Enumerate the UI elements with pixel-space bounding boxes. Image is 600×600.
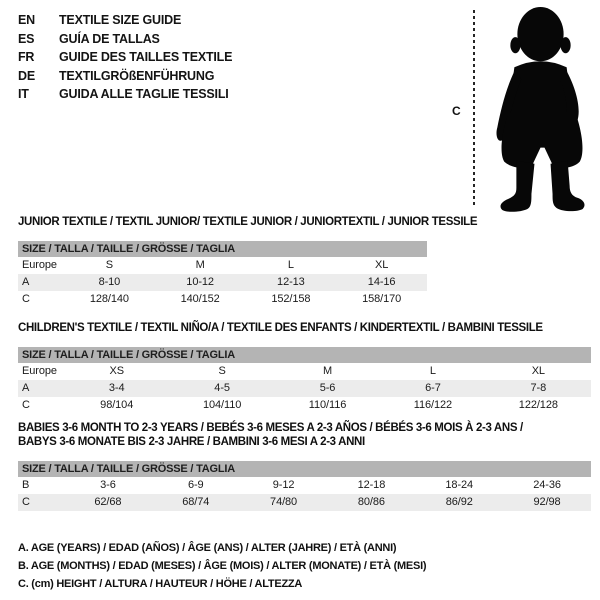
lang-title: TEXTILGRÖßENFÜHRUNG [59,68,215,83]
table-cell: 9-12 [272,479,295,491]
table-cell: 62/68 [94,496,122,508]
table-cell: 14-16 [367,276,396,288]
legend-item-b: B. AGE (MONTHS) / EDAD (MESES) / ÂGE (MOIS) / ALTER (MONATE) / ETÀ (MESI) [18,560,427,572]
lang-code: DE [18,68,35,83]
table-row [18,397,591,414]
language-title-block [18,11,232,104]
table-cell: L [429,365,436,377]
table-cell: 3-4 [108,382,125,394]
table-cell: 140/152 [180,293,220,305]
row-label: Europe [22,259,57,271]
table-row [18,477,591,494]
table-row [18,380,591,397]
table-cell: 158/170 [362,293,402,305]
table-row [18,494,591,511]
table-cell: 7-8 [530,382,547,394]
table-cell: 152/158 [271,293,311,305]
table-row [18,363,591,380]
table-cell: L [287,259,294,271]
table-header-bar: SIZE / TALLA / TAILLE / GRÖSSE / TAGLIA [18,347,591,363]
table-cell: 4-5 [214,382,230,394]
table-cell: 116/122 [413,399,453,411]
legend [18,539,426,593]
table-cell: 110/116 [308,399,347,411]
lang-title: GUÍA DE TALLAS [59,31,160,46]
table-cell: M [322,365,333,377]
table-cell: XS [109,365,124,377]
row-label: B [22,479,30,491]
table-cell: XL [531,365,545,377]
height-figure [448,4,600,216]
row-label: C [22,399,30,411]
table-cell: 92/98 [533,496,561,508]
lang-title: TEXTILE SIZE GUIDE [59,13,182,27]
children-size-table [18,321,591,414]
table-cell: 5-6 [319,382,336,394]
table-cell: 10-12 [186,276,214,288]
table-row [18,291,427,308]
table-cell: 3-6 [100,479,116,491]
table-cell: 122/128 [518,399,558,411]
babies-size-table [18,421,591,511]
lang-row-de [18,67,232,86]
height-marker-label: C [452,104,461,118]
legend-item-c: C. (cm) HEIGHT / ALTURA / HAUTEUR / HÖHE / ALTEZZA [18,578,303,590]
table-cell: 104/110 [202,399,242,411]
table-cell: 98/104 [100,399,134,411]
toddler-silhouette-icon [487,5,597,213]
row-label: A [22,276,30,288]
table-cell: 6-7 [425,382,441,394]
table-cell: 8-10 [98,276,121,288]
row-label: C [22,293,30,305]
row-label: A [22,382,30,394]
table-cell: M [195,259,205,271]
legend-item-a: A. AGE (YEARS) / EDAD (AÑOS) / ÂGE (ANS) / ALTER (JAHRE) / ETÀ (ANNI) [18,542,397,554]
table-cell: 6-9 [187,479,204,491]
table-cell: 12-13 [277,276,305,288]
table-cell: 86/92 [445,496,473,508]
lang-row-es [18,30,232,49]
table-cell: 68/74 [182,496,210,508]
table-header-bar: SIZE / TALLA / TAILLE / GRÖSSE / TAGLIA [18,461,591,477]
row-label: Europe [22,365,57,377]
table-header-bar: SIZE / TALLA / TAILLE / GRÖSSE / TAGLIA [18,241,427,257]
table-title: JUNIOR TEXTILE / TEXTIL JUNIOR/ TEXTILE JUNIOR / JUNIORTEXTIL / JUNIOR TESSILE [18,216,478,228]
lang-code: FR [18,50,35,64]
table-cell: XL [374,259,389,271]
height-dashed-line [473,10,475,208]
table-title: BABIES 3-6 MONTH TO 2-3 YEARS / BEBÉS 3-6 MESES A 2-3 AÑOS / BÉBÉS 3-6 MOIS À 2-3 ANS / [18,422,523,434]
table-title: BABYS 3-6 MONATE BIS 2-3 JAHRE / BAMBINI 3-6 MESI A 2-3 ANNI [18,436,365,448]
table-cell: 12-18 [357,479,386,491]
table-cell: 80/86 [357,496,385,508]
lang-code: EN [18,13,35,27]
lang-row-it [18,85,232,104]
lang-title: GUIDE DES TAILLES TEXTILE [59,50,233,64]
row-label: C [22,496,30,508]
lang-row-fr [18,48,232,67]
lang-title: GUIDA ALLE TAGLIE TESSILI [59,87,229,101]
table-cell: 128/140 [89,293,129,305]
table-row [18,274,427,291]
table-cell: 24-36 [533,479,561,491]
lang-code: IT [18,87,29,101]
lang-code: ES [18,31,35,46]
table-cell: S [105,259,113,271]
lang-row-en [18,11,232,30]
table-title: CHILDREN'S TEXTILE / TEXTIL NIÑO/A / TEXTILE DES ENFANTS / KINDERTEXTIL / BAMBINI TESSILE [18,322,543,334]
table-cell: 18-24 [445,479,474,491]
junior-size-table [18,215,478,308]
table-row [18,257,427,274]
table-cell: S [218,365,226,377]
table-cell: 74/80 [270,496,298,508]
